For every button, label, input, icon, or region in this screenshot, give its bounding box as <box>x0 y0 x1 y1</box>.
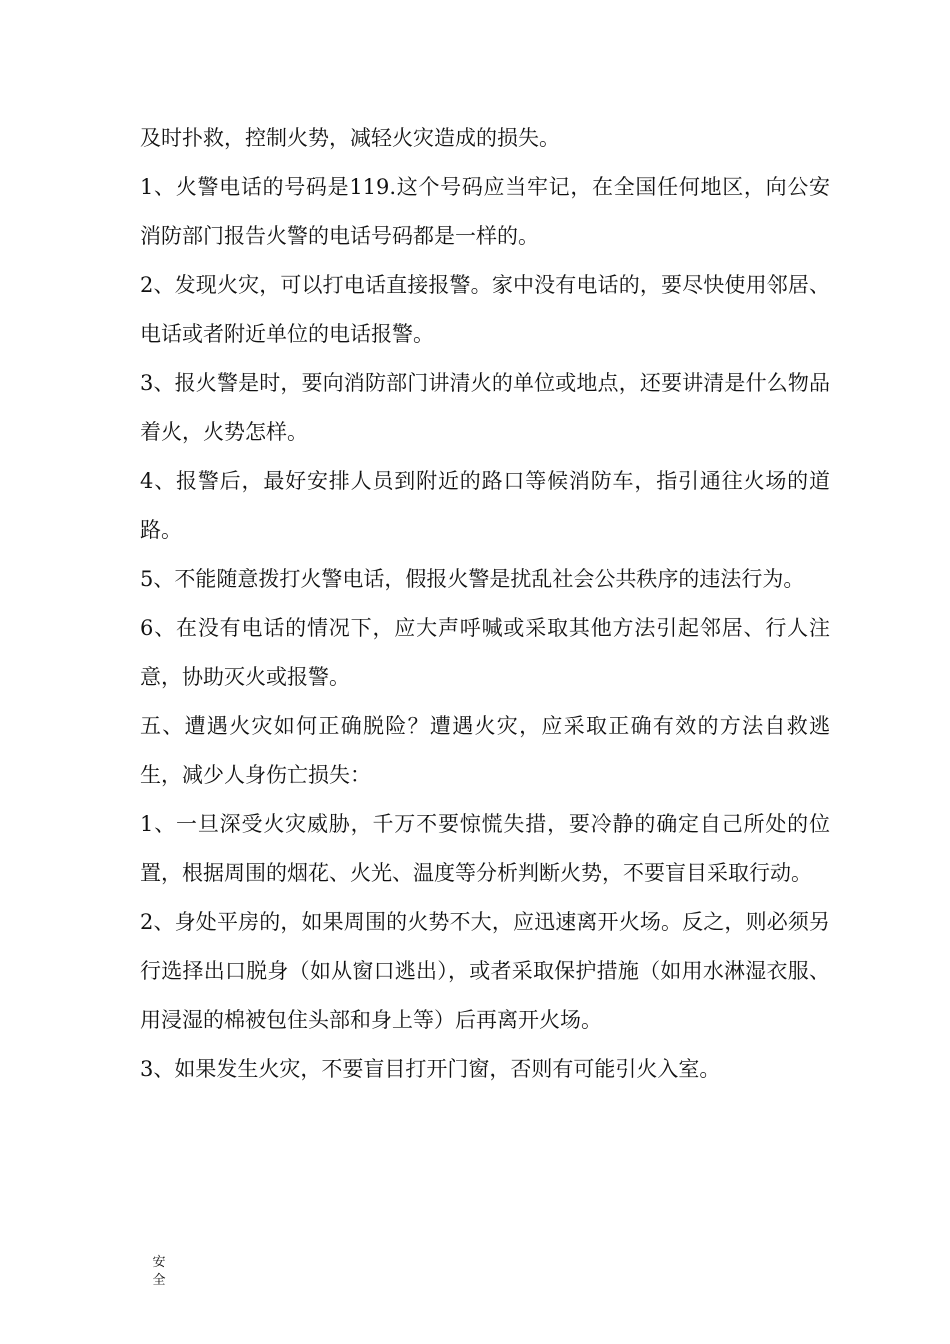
paragraph-item-5-false-alarm: 5、不能随意拨打火警电话，假报火警是扰乱社会公共秩序的违法行为。 <box>140 567 805 591</box>
paragraph-escape-item-2: 2、身处平房的，如果周围的火势不大，应迅速离开火场。反之，则必须另行选择出口脱身（如从窗口逃出），或者采取保护措施（如用水淋湿衣服、用浸湿的棉被包住头部和身上等）后再离开火场。 <box>140 910 830 1032</box>
section-heading-escape: 五、遭遇火灾如何正确脱险？遭遇火灾，应采取正确有效的方法自救逃生，减少人身伤亡损失： <box>140 714 830 787</box>
footer-char-1: 安 <box>152 1255 166 1270</box>
page-footer <box>149 1254 169 1290</box>
paragraph-escape-item-3: 3、如果发生火灾，不要盲目打开门窗，否则有可能引火入室。 <box>140 1057 721 1081</box>
paragraph-item-6-no-phone: 6、在没有电话的情况下，应大声呼喊或采取其他方法引起邻居、行人注意，协助灭火或报警。 <box>140 616 830 689</box>
paragraph-escape-item-1: 1、一旦深受火灾威胁，千万不要惊慌失措，要冷静的确定自己所处的位置，根据周围的烟花、火光、温度等分析判断火势，不要盲目采取行动。 <box>140 812 830 885</box>
paragraph-item-2-call-alarm: 2、发现火灾，可以打电话直接报警。家中没有电话的，要尽快使用邻居、电话或者附近单位的电话报警。 <box>140 273 830 346</box>
paragraph-item-1-fire-number: 1、火警电话的号码是119.这个号码应当牢记，在全国任何地区，向公安消防部门报告火警的电话号码都是一样的。 <box>140 175 830 248</box>
paragraph-continuation: 及时扑救，控制火势，减轻火灾造成的损失。 <box>140 126 560 150</box>
paragraph-item-3-report-details: 3、报火警是时，要向消防部门讲清火的单位或地点，还要讲清是什么物品着火，火势怎样。 <box>140 371 830 444</box>
footer-char-2: 全 <box>152 1273 166 1288</box>
paragraph-item-4-guide-truck: 4、报警后，最好安排人员到附近的路口等候消防车，指引通往火场的道路。 <box>140 469 830 542</box>
document-body <box>140 114 830 1094</box>
